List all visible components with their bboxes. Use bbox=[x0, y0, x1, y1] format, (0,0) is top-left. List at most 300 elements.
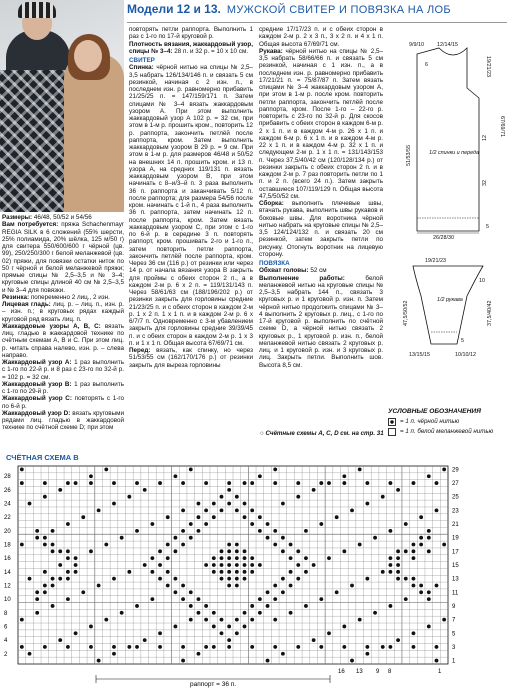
text-column-left: Размеры: 46/48, 50/52 и 54/56 Вам потребуется: пряжа Schachenmayr REGIA SILK в 6 сложений (55% шерсти, 25% полиамида, 20% шёлка, 125 м/50 г) для свитера 550/600/600 г чёрной (цв. 99), 250/250/300 г белой меланжевой (цв. 02) пряжи, для повязки остатки ниток по 50 г чёрной и белой меланжевой пряжи; прямые спицы № 2,5–3,5 и № 3–4; круговые спицы длиной 40 см № 2,5–3,5 и № 3–4 для повязки. Резинка: попеременно 2 лиц., 2 изн. Лицевая гладь: лиц. р. – лиц. п., изн. р. – изн. п.; в круговых рядах каждый круговой ряд вязать лиц. п. Жаккардовые узоры А, В, С: вязать лиц. гладью в жаккардовой технике по счётным схемам А, В и С. При этом лиц. р. читать справа налево, изн. р. – слева направо. Жаккардовый узор А: 1 раз выполнить с 1-го по 22-й р. и 8 раз с 23-го по 32-й р. = 102 р. = 32 см. Жаккардовый узор В: 1 раз выполнить с 1-го по 29-й р. Жаккардовый узор С: повторять с 1-го по 6-й р. Жаккардовый узор D: вязать круговыми рядами лиц. гладью в жаккардовой технике по счётной схеме D; при этом bbox=[2, 214, 125, 432]
chart-stitch-dot bbox=[220, 508, 224, 512]
chart-stitch-dot bbox=[74, 481, 78, 485]
chart-stitch-dot bbox=[43, 570, 47, 574]
chart-stitch-dot bbox=[81, 590, 85, 594]
chart-stitch-dot bbox=[181, 508, 185, 512]
chart-stitch-dot bbox=[281, 502, 285, 506]
chart-stitch-dot bbox=[365, 645, 369, 649]
chart-stitch-dot bbox=[243, 611, 247, 615]
chart-stitch-dot bbox=[227, 549, 231, 553]
chart-stitch-dot bbox=[250, 645, 254, 649]
chart-stitch-dot bbox=[243, 481, 247, 485]
label-top-neck: 12/14/15 bbox=[437, 42, 458, 48]
label-armhole: 12 bbox=[482, 135, 488, 141]
chart-stitch-dot bbox=[181, 659, 185, 663]
chart-stitch-dot bbox=[112, 645, 116, 649]
chart-stitch-dot bbox=[243, 556, 247, 560]
chart-stitch-dot bbox=[20, 618, 24, 622]
chart-stitch-dot bbox=[243, 625, 247, 629]
chart-stitch-dot bbox=[204, 522, 208, 526]
chart-stitch-dot bbox=[358, 618, 362, 622]
chart-stitch-dot bbox=[135, 529, 139, 533]
chart-stitch-dot bbox=[58, 577, 62, 581]
chart-stitch-dot bbox=[388, 604, 392, 608]
chart-stitch-dot bbox=[20, 645, 24, 649]
chart-stitch-dot bbox=[212, 570, 216, 574]
chart-stitch-dot bbox=[381, 495, 385, 499]
chart-stitch-dot bbox=[289, 543, 293, 547]
chart-stitch-dot bbox=[304, 604, 308, 608]
chart-stitch-dot bbox=[273, 584, 277, 588]
chart-stitch-dot bbox=[327, 556, 331, 560]
chart-stitch-dot bbox=[273, 543, 277, 547]
chart-stitch-dot bbox=[350, 508, 354, 512]
chart-stitch-dot bbox=[189, 536, 193, 540]
chart-stitch-dot bbox=[342, 549, 346, 553]
label-sleeve-cap: 10 bbox=[479, 278, 485, 284]
chart-stitch-dot bbox=[227, 481, 231, 485]
chart-stitch-dot bbox=[227, 563, 231, 567]
chart-stitch-dot bbox=[396, 563, 400, 567]
chart-stitch-dot bbox=[227, 543, 231, 547]
legend-white-stitch-icon bbox=[388, 428, 396, 436]
chart-stitch-dot bbox=[412, 543, 416, 547]
chart-stitch-dot bbox=[43, 536, 47, 540]
chart-stitch-dot bbox=[173, 577, 177, 581]
chart-title: СЧЁТНАЯ СХЕМА В bbox=[6, 453, 79, 462]
chart-stitch-dot bbox=[173, 625, 177, 629]
chart-stitch-dot bbox=[51, 549, 55, 553]
label-right-total: 67/69/71 bbox=[499, 116, 505, 137]
chart-row-number: 24 bbox=[4, 501, 11, 508]
chart-stitch-dot bbox=[435, 659, 439, 663]
chart-stitch-dot bbox=[212, 502, 216, 506]
chart-stitch-dot bbox=[166, 515, 170, 519]
label-sleeve: 1/2 рукава bbox=[437, 297, 463, 303]
label-top-left: 9/9/10 bbox=[409, 42, 424, 48]
chart-stitch-dot bbox=[258, 563, 262, 567]
chart-stitch-dot bbox=[158, 577, 162, 581]
chart-stitch-dot bbox=[204, 618, 208, 622]
chart-stitch-dot bbox=[312, 488, 316, 492]
chart-row-number: 2 bbox=[4, 651, 8, 658]
chart-stitch-dot bbox=[58, 638, 62, 642]
chart-stitch-dot bbox=[258, 515, 262, 519]
chart-stitch-dot bbox=[112, 652, 116, 656]
chart-stitch-dot bbox=[227, 570, 231, 574]
chart-stitch-dot bbox=[97, 659, 101, 663]
text-column-middle-1: повторять петли раппорта. Выполнить 1 раз с 1-го по 17-й круговой р. Плотность вязания, жаккардовый узор, спицы № 3–4: 28 п. и 32 р. = 10 x 10 см. СВИТЕР Спинка: чёрной нитью на спицы № 2,5–3,5 набрать 126/134/146 п. и связать 5 см резинкой, начиная с 2 изн. п., в последнем изн. р. равномерно прибавить 21/25/25 п. = 147/159/171 п. Затем спицами № 3–4 вязать жаккардовым узором А. При этом выполнить жаккардовый узор А 102 р. = 32 см, при этом в 1-м р. прошить кром., повторить 12 р. раппорта, закончить петлёй после раппорта, кром. Затем выполнить жаккардовым узором В 29 р. = 9 см. При этом в 1-м р. для размеров 46/48 и 50/52 на внешних 14 п. прошить кром. и 13 п. узора А, на средних 119/131 п. вязать жаккардовым узором В, при этом начинать с 8–и/3–й п. 3 раза выполнить 36 п. раппорта и заканчивать 5/12 п. после раппорта; для размера 54/56 после кром. начинать с 1-й п., 4 раза выполнить 36 п. раппорта, затем начинать 12 п. после раппорта, кром. Затем вязать жаккардовым узором С, при этом с 1-го по 6-й р. в середине 3 п. повторять раппорт, кром. прошивать 2-го и 1-го п., затем повторить петли раппорта, закончить петлёй после раппорта, кром. Через 36 см (116 р.) от резинки или через 14 р. от начала вязания узора В закрыть для проймы с обеих сторон 2 п., а в каждом 2-м р. 6 x 2 п. = 119/131/143 п. Через 58/61/63 см (188/196/202 р.) от резинки закрыть для горловины средние 21/23/25 п. и с обеих сторон в каждом 2-м р. 1 x 2 п. 1 x 1 п. и в каждом 2-м р. 6 x 6/7/7 п. Одновременно с 3-м убавлением закрыть для горловины средние 39/39/45 п. и с обеих сторон в каждом 2-м р. 1 x 3 п. и 1 x 1 п. Общая высота 67/69/71 см. Перед: вязать, как спинку, но через 51/53/55 см (162/170/176 р.) от резинки закрыть для выреза горловины bbox=[129, 26, 254, 369]
chart-stitch-dot bbox=[335, 515, 339, 519]
chart-stitch-dot bbox=[58, 549, 62, 553]
chart-stitch-dot bbox=[381, 645, 385, 649]
chart-stitch-dot bbox=[74, 563, 78, 567]
chart-stitch-dot bbox=[243, 563, 247, 567]
chart-stitch-dot bbox=[235, 549, 239, 553]
chart-row-number: 23 bbox=[452, 508, 459, 515]
chart-stitch-dot bbox=[51, 584, 55, 588]
label-sleeve-bottom-right: 10/10/12 bbox=[455, 352, 476, 358]
chart-stitch-dot bbox=[197, 611, 201, 615]
chart-stitch-dot bbox=[243, 515, 247, 519]
chart-stitch-dot bbox=[66, 577, 70, 581]
chart-row-number: 15 bbox=[452, 563, 459, 569]
chart-stitch-dot bbox=[66, 522, 70, 526]
chart-stitch-dot bbox=[58, 488, 62, 492]
chart-stitch-dot bbox=[258, 611, 262, 615]
chart-stitch-dot bbox=[20, 481, 24, 485]
chart-stitch-dot bbox=[173, 474, 177, 478]
chart-stitch-dot bbox=[127, 570, 131, 574]
chart-stitch-dot bbox=[104, 618, 108, 622]
chart-stitch-dot bbox=[273, 645, 277, 649]
chart-stitch-dot bbox=[235, 618, 239, 622]
chart-stitch-dot bbox=[74, 570, 78, 574]
chart-stitch-dot bbox=[43, 543, 47, 547]
chart-stitch-dot bbox=[442, 543, 446, 547]
chart-stitch-dot bbox=[419, 515, 423, 519]
chart-stitch-dot bbox=[220, 495, 224, 499]
chart-stitch-dot bbox=[412, 645, 416, 649]
label-side-total: 51/53/55 bbox=[406, 145, 412, 166]
chart-stitch-dot bbox=[358, 468, 362, 472]
chart-stitch-dot bbox=[442, 468, 446, 472]
chart-stitch-dot bbox=[273, 529, 277, 533]
chart-stitch-dot bbox=[212, 645, 216, 649]
chart-stitch-dot bbox=[212, 625, 216, 629]
chart-stitch-dot bbox=[235, 584, 239, 588]
chart-stitch-dot bbox=[220, 549, 224, 553]
chart-stitch-dot bbox=[412, 584, 416, 588]
chart-row-number: 18 bbox=[4, 542, 11, 549]
chart-stitch-dot bbox=[135, 604, 139, 608]
chart-stitch-dot bbox=[342, 625, 346, 629]
chart-stitch-dot bbox=[227, 625, 231, 629]
text-column-middle-2: средние 17/17/23 п. и с обеих сторон в каждом 2-м р. 2 x 3 п., 3 x 2 п. и 4 x 1 п. Общая высота 67/69/71 см. Рукава: чёрной нитью на спицы № 2,5–3,5 набрать 58/66/66 п. и связать 5 см резинкой, начиная с 1 изн. п., а в последнем изн. р. равномерно прибавить 17/21/21 п. = 75/87/87 п. Затем вязать спицами № 3–4 жаккардовым узором А, при этом в 1-м р. после кром. повторить петли раппорта, закончить петлёй после раппорта, кром. После 1-го – 22-го р. повторить с 23-го по 32-й р. Для скосов прибавить с обеих сторон в каждом 6-м р. 2 x 1 п. и в каждом 4-м р. 26 x 1 п. и каждом 6-м р. 6 x 1 п. и в каждом 4-м р. 22 x 1 п. и в каждом 4-м р. 32 x 1 п. и следующем 2-м р. 1 x 1 п. = 131/143/153 п. Через 37,5/40/42 см (120/128/134 р.) от резинки закрыть с обеих сторон 2 п. и в каждом 2-м р. 7 раз повторить петли по 1 п. и 2 п. (всего 24 п.). Затем закрыть оставшиеся 107/119/129 п. Общая высота 47,5/50/52 см. Сборка: выполнить плечевые швы, втачать рукава, выполнить швы рукавов и боковые швы. Для воротника чёрной нитью набрать на круговые спицы № 2,5–3,5 124/124/132 п. и связать 20 см резинкой, затем закрыть петли по рисунку. Отогнуть воротник на лицевую сторону. ПОВЯЗКА Обхват головы: 52 см Выполнение работы: белой меланжевой нитью на круговые спицы № 2,5–3,5 набрать 144 п., связать 3 круговых р. и 1 круговой р. изн. п. Затем чёрной нитью продолжить спицами № 3–4 выполнить 2 круговых р. лиц., с 1-го по 17-й круговой р. выполнить по счётной схеме D, а чёрной нитью связать 2 круговых р., 1 круговой р. изн. п., белой меланжевой нитью связать 2 круговых р. лиц. и 1 круговой р. изн. и 3 круговых р. лиц. Закрыть петли. Выполнить шов. Высота 8,5 см. bbox=[259, 26, 384, 369]
chart-stitch-dot bbox=[235, 563, 239, 567]
chart-stitch-dot bbox=[266, 659, 270, 663]
chart-stitch-dot bbox=[381, 570, 385, 574]
chart-stitch-dot bbox=[358, 543, 362, 547]
chart-stitch-dot bbox=[296, 549, 300, 553]
chart-stitch-dot bbox=[227, 502, 231, 506]
chart-row-number: 22 bbox=[4, 515, 11, 522]
label-top-right: 19/21/23 bbox=[485, 56, 491, 77]
chart-stitch-dot bbox=[181, 645, 185, 649]
chart-stitch-dot bbox=[427, 597, 431, 601]
chart-stitch-dot bbox=[304, 529, 308, 533]
chart-stitch-dot bbox=[143, 563, 147, 567]
chart-stitch-dot bbox=[74, 556, 78, 560]
chart-stitch-dot bbox=[189, 604, 193, 608]
chart-stitch-dot bbox=[289, 570, 293, 574]
pattern-schematic bbox=[387, 26, 507, 402]
chart-stitch-dot bbox=[81, 515, 85, 519]
chart-stitch-dot bbox=[158, 645, 162, 649]
chart-stitch-dot bbox=[435, 645, 439, 649]
chart-stitch-dot bbox=[220, 563, 224, 567]
chart-row-number: 8 bbox=[4, 610, 8, 617]
chart-stitch-dot bbox=[74, 631, 78, 635]
chart-stitch-dot bbox=[266, 522, 270, 526]
chart-stitch-dot bbox=[250, 570, 254, 574]
chart-stitch-dot bbox=[427, 625, 431, 629]
chart-stitch-dot bbox=[250, 604, 254, 608]
chart-stitch-dot bbox=[166, 543, 170, 547]
chart-stitch-dot bbox=[166, 584, 170, 588]
chart-stitch-dot bbox=[235, 508, 239, 512]
chart-stitch-dot bbox=[435, 584, 439, 588]
chart-stitch-dot bbox=[66, 549, 70, 553]
chart-stitch-dot bbox=[281, 590, 285, 594]
chart-stitch-dot bbox=[150, 570, 154, 574]
chart-stitch-dot bbox=[296, 481, 300, 485]
chart-stitch-dot bbox=[388, 529, 392, 533]
chart-stitch-dot bbox=[104, 468, 108, 472]
article-title bbox=[127, 2, 507, 23]
chart-stitch-dot bbox=[197, 597, 201, 601]
chart-row-number: 19 bbox=[452, 535, 459, 542]
chart-stitch-dot bbox=[166, 556, 170, 560]
article-name: МУЖСКОЙ СВИТЕР И ПОВЯЗКА НА ЛОБ bbox=[226, 4, 451, 16]
chart-stitch-dot bbox=[296, 563, 300, 567]
chart-stitch-dot bbox=[166, 570, 170, 574]
chart-stitch-dot bbox=[66, 556, 70, 560]
chart-stitch-dot bbox=[319, 597, 323, 601]
label-sleeve-rib: 5 bbox=[461, 338, 464, 344]
chart-stitch-dot bbox=[66, 597, 70, 601]
chart-stitch-dot bbox=[365, 481, 369, 485]
label-body: 1/2 спинки и переда bbox=[429, 150, 480, 156]
chart-stitch-dot bbox=[281, 577, 285, 581]
chart-stitch-dot bbox=[220, 618, 224, 622]
label-rib-height: 5 bbox=[486, 224, 489, 230]
chart-stitch-dot bbox=[304, 570, 308, 574]
chart-stitch-dot bbox=[388, 481, 392, 485]
chart-row-number: 29 bbox=[452, 467, 459, 474]
chart-stitch-dot bbox=[235, 495, 239, 499]
chart-stitch-dot bbox=[35, 590, 39, 594]
chart-stitch-dot bbox=[66, 570, 70, 574]
chart-stitch-dot bbox=[243, 502, 247, 506]
chart-stitch-dot bbox=[51, 543, 55, 547]
chart-stitch-dot bbox=[235, 577, 239, 581]
chart-stitch-dot bbox=[342, 474, 346, 478]
chart-stitch-dot bbox=[273, 618, 277, 622]
chart-stitch-dot bbox=[442, 618, 446, 622]
chart-stitch-dot bbox=[89, 481, 93, 485]
chart-stitch-dot bbox=[89, 645, 93, 649]
chart-stitch-dot bbox=[250, 556, 254, 560]
chart-stitch-dot bbox=[243, 570, 247, 574]
label-sleeve-bottom-left: 13/15/15 bbox=[409, 352, 430, 358]
chart-stitch-dot bbox=[89, 474, 93, 478]
chart-stitch-dot bbox=[35, 529, 39, 533]
chart-stitch-dot bbox=[28, 652, 32, 656]
chart-stitch-dot bbox=[204, 563, 208, 567]
chart-stitch-dot bbox=[158, 549, 162, 553]
chart-stitch-dot bbox=[204, 645, 208, 649]
chart-stitch-dot bbox=[189, 618, 193, 622]
chart-stitch-dot bbox=[127, 495, 131, 499]
chart-stitch-dot bbox=[350, 659, 354, 663]
chart-stitch-dot bbox=[404, 522, 408, 526]
chart-stitch-dot bbox=[51, 577, 55, 581]
chart-stitch-dot bbox=[135, 481, 139, 485]
headband bbox=[18, 2, 56, 18]
chart-row-number: 9 bbox=[452, 603, 456, 610]
chart-stitch-dot bbox=[28, 577, 32, 581]
chart-stitch-dot bbox=[58, 563, 62, 567]
chart-stitch-dot bbox=[396, 570, 400, 574]
chart-stitch-dot bbox=[143, 638, 147, 642]
chart-stitch-dot bbox=[388, 645, 392, 649]
chart-stitch-dot bbox=[51, 529, 55, 533]
chart-stitch-dot bbox=[173, 590, 177, 594]
chart-stitch-dot bbox=[158, 631, 162, 635]
chart-stitch-dot bbox=[43, 584, 47, 588]
chart-stitch-dot bbox=[289, 556, 293, 560]
chart-stitch-dot bbox=[327, 631, 331, 635]
chart-stitch-dot bbox=[388, 563, 392, 567]
chart-stitch-dot bbox=[20, 543, 24, 547]
chart-stitch-dot bbox=[319, 645, 323, 649]
label-bottom-width: 26/28/30 bbox=[433, 235, 454, 241]
chart-stitch-dot bbox=[281, 536, 285, 540]
chart-stitch-dot bbox=[120, 611, 124, 615]
chart-stitch-dot bbox=[350, 584, 354, 588]
chart-stitch-dot bbox=[365, 577, 369, 581]
chart-stitch-dot bbox=[289, 611, 293, 615]
label-sleeve-right: 37,5/40/42 bbox=[487, 300, 493, 326]
chart-stitch-dot bbox=[335, 590, 339, 594]
chart-stitch-dot bbox=[404, 597, 408, 601]
chart-stitch-dot bbox=[227, 556, 231, 560]
chart-stitch-dot bbox=[227, 488, 231, 492]
chart-stitch-dot bbox=[419, 584, 423, 588]
chart-stitch-dot bbox=[181, 597, 185, 601]
chart-stitch-dot bbox=[212, 556, 216, 560]
chart-stitch-dot bbox=[43, 645, 47, 649]
chart-stitch-dot bbox=[112, 577, 116, 581]
chart-row-number: 4 bbox=[4, 638, 8, 645]
section-heading-headband: ПОВЯЗКА bbox=[259, 260, 290, 267]
chart-stitch-dot bbox=[212, 611, 216, 615]
repeat-label: раппорт = 36 п. bbox=[190, 681, 237, 688]
chart-column-mark: 8 bbox=[388, 669, 392, 675]
chart-row-number: 21 bbox=[452, 522, 459, 529]
chart-stitch-dot bbox=[435, 508, 439, 512]
chart-stitch-dot bbox=[266, 604, 270, 608]
chart-stitch-dot bbox=[227, 577, 231, 581]
chart-column-mark: 16 bbox=[338, 669, 345, 675]
schemes-reference: ○ Счётные схемы А, С, D см. на стр. 31 bbox=[260, 430, 384, 437]
chart-stitch-dot bbox=[412, 549, 416, 553]
chart-stitch-dot bbox=[158, 563, 162, 567]
chart-row-number: 10 bbox=[4, 597, 11, 604]
chart-stitch-dot bbox=[404, 577, 408, 581]
chart-stitch-dot bbox=[28, 502, 32, 506]
chart-stitch-dot bbox=[373, 611, 377, 615]
chart-stitch-dot bbox=[235, 543, 239, 547]
label-sleeve-top: 19/21/23 bbox=[425, 258, 446, 264]
chart-stitch-dot bbox=[43, 495, 47, 499]
chart-column-mark: 13 bbox=[356, 669, 363, 675]
chart-stitch-dot bbox=[296, 495, 300, 499]
stitch-chart bbox=[0, 462, 509, 690]
chart-stitch-dot bbox=[112, 481, 116, 485]
chart-stitch-dot bbox=[66, 645, 70, 649]
chart-row-number: 5 bbox=[452, 631, 456, 638]
chart-column-mark: 1 bbox=[438, 669, 442, 675]
chart-stitch-dot bbox=[197, 502, 201, 506]
chart-stitch-dot bbox=[258, 597, 262, 601]
chart-stitch-dot bbox=[181, 481, 185, 485]
chart-stitch-dot bbox=[273, 597, 277, 601]
chart-stitch-dot bbox=[342, 645, 346, 649]
chart-stitch-dot bbox=[51, 604, 55, 608]
chart-stitch-dot bbox=[427, 590, 431, 594]
chart-stitch-dot bbox=[243, 577, 247, 581]
chart-row-number: 1 bbox=[452, 658, 456, 665]
models-number: Модели 12 и 13. bbox=[127, 2, 221, 16]
chart-row-number: 16 bbox=[4, 556, 11, 563]
chart-stitch-dot bbox=[189, 522, 193, 526]
chart-stitch-dot bbox=[273, 481, 277, 485]
chart-row-number: 20 bbox=[4, 528, 11, 535]
chart-row-number: 26 bbox=[4, 487, 11, 494]
chart-stitch-dot bbox=[427, 536, 431, 540]
chart-stitch-dot bbox=[20, 468, 24, 472]
chart-stitch-dot bbox=[419, 543, 423, 547]
chart-stitch-dot bbox=[419, 536, 423, 540]
chart-stitch-dot bbox=[66, 481, 70, 485]
label-body-height: 32 bbox=[482, 180, 488, 186]
chart-stitch-dot bbox=[150, 522, 154, 526]
chart-stitch-dot bbox=[181, 543, 185, 547]
chart-stitch-dot bbox=[266, 536, 270, 540]
chart-stitch-dot bbox=[273, 468, 277, 472]
chart-stitch-dot bbox=[181, 529, 185, 533]
chart-stitch-dot bbox=[181, 584, 185, 588]
chart-stitch-dot bbox=[235, 631, 239, 635]
chart-stitch-dot bbox=[150, 597, 154, 601]
label-sleeve-left: 47,5/50/52 bbox=[403, 300, 409, 326]
chart-stitch-dot bbox=[342, 481, 346, 485]
chart-stitch-dot bbox=[127, 645, 131, 649]
chart-row-number: 28 bbox=[4, 474, 11, 481]
legend-black-label: = 1 п. чёрной нитью bbox=[400, 418, 460, 425]
chart-stitch-dot bbox=[319, 481, 323, 485]
chart-stitch-dot bbox=[281, 652, 285, 656]
chart-stitch-dot bbox=[412, 631, 416, 635]
chart-row-number: 25 bbox=[452, 494, 459, 501]
chart-stitch-dot bbox=[212, 563, 216, 567]
chart-stitch-dot bbox=[243, 549, 247, 553]
chart-stitch-dot bbox=[258, 474, 262, 478]
chart-row-number: 6 bbox=[4, 624, 8, 631]
chart-stitch-dot bbox=[220, 577, 224, 581]
chart-stitch-dot bbox=[312, 638, 316, 642]
chart-stitch-dot bbox=[312, 563, 316, 567]
chart-stitch-dot bbox=[412, 577, 416, 581]
chart-stitch-dot bbox=[435, 481, 439, 485]
chart-row-number: 14 bbox=[4, 569, 11, 576]
chart-stitch-dot bbox=[220, 570, 224, 574]
chart-stitch-dot bbox=[189, 468, 193, 472]
chart-stitch-dot bbox=[150, 556, 154, 560]
chart-column-mark: 9 bbox=[376, 669, 380, 675]
chart-stitch-dot bbox=[197, 652, 201, 656]
